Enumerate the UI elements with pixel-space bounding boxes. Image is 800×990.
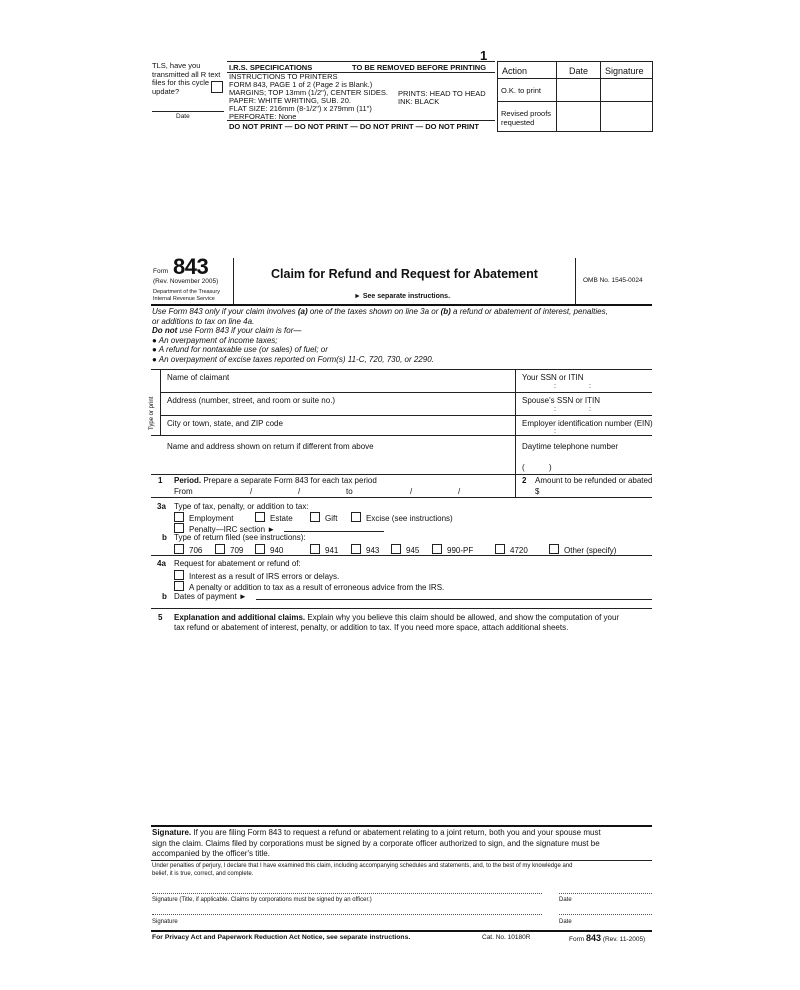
claimant-name-label: Name of claimant — [167, 373, 230, 382]
line1-from: From — [174, 487, 193, 496]
form-agency — [153, 289, 220, 302]
perjury-statement: Under penalties of perjury, I declare that I have examined this claim, including accompanying schedules and statements, and, to the best of my knowledge and belief, it is true, correct, and complete. — [152, 863, 573, 877]
checkbox-penalty-erroneous-advice[interactable]: A penalty or addition to tax as a result of erroneous advice from the IRS. — [174, 581, 444, 592]
header-divider-left — [233, 258, 234, 304]
specs-remove-note: TO BE REMOVED BEFORE PRINTING — [352, 63, 487, 72]
phone-paren-open: ( — [522, 463, 525, 472]
signature-instructions: Signature. If you are filing Form 843 to request a refund or abatement relating to a joint return, both you and your spouse must sign the claim. Claims filed by corporations must be signed by a corporate officer authorized to sign, and the signature must be accompanied by the officer's title. — [152, 828, 601, 858]
claimant-bottom-rule — [151, 474, 652, 475]
tls-question: TLS, have you transmitted all R text files for this cycle update? — [152, 61, 221, 96]
city-input[interactable] — [164, 427, 512, 435]
line4-bottom-rule — [151, 608, 652, 609]
intro-do-not: Do not use Form 843 if your claim is for— — [152, 326, 302, 336]
spec-line: FLAT SIZE: 216mm (8-1/2") x 279mm (11") — [229, 103, 372, 113]
spouse-ssn-label: Spouse's SSN or ITIN — [522, 396, 600, 405]
ok-to-print-row: O.K. to print — [501, 86, 542, 95]
address-label: Address (number, street, and room or suite no.) — [167, 396, 336, 405]
checkbox-990pf[interactable]: 990-PF — [432, 544, 473, 555]
ein-label: Employer identification number (EIN) — [522, 419, 653, 428]
action-header: Action — [502, 66, 528, 76]
department: Department of the Treasury — [153, 289, 220, 295]
intro-bullet: ● A refund for nontaxable use (or sales) of fuel; or — [152, 345, 328, 355]
page-number: 1 — [480, 48, 488, 63]
ssn-label: Your SSN or ITIN — [522, 373, 584, 382]
signature-1-input[interactable] — [152, 893, 542, 894]
claimant-top-rule — [151, 369, 652, 370]
signature-1-label: Signature (Title, if applicable. Claims by corporations must be signed by an officer.) — [152, 897, 372, 903]
checkbox-excise[interactable]: Excise (see instructions) — [351, 512, 453, 523]
form-word: Form — [153, 268, 169, 275]
ein-input[interactable] — [520, 427, 650, 435]
tls-date-line — [152, 111, 224, 112]
checkbox[interactable] — [174, 523, 184, 533]
action-table-rule — [497, 78, 652, 79]
checkbox-4720[interactable]: 4720 — [495, 544, 528, 555]
action-table-col — [600, 61, 601, 131]
claimant-rule — [160, 392, 652, 393]
signature-top-rule — [151, 825, 652, 827]
phone-paren-close: ) — [549, 463, 552, 472]
spouse-ssn-input[interactable] — [520, 405, 650, 415]
form-number: 843 — [173, 254, 209, 279]
signature-1-date-label: Date — [559, 897, 572, 903]
date-header: Date — [569, 66, 589, 76]
signature-header: Signature — [605, 66, 644, 76]
line4b-number: b — [162, 592, 167, 601]
claimant-rule — [160, 415, 652, 416]
spec-line: MARGINS; TOP 13mm (1/2"), CENTER SIDES. — [229, 87, 388, 97]
period-input[interactable] — [200, 486, 500, 496]
checkbox-940[interactable]: 940 — [255, 544, 283, 555]
cat-number: Cat. No. 10180R — [482, 934, 531, 941]
claimant-col-divider — [515, 369, 516, 474]
line3a-number: 3a — [157, 502, 166, 511]
line2-number: 2 — [522, 476, 527, 485]
checkbox[interactable] — [174, 581, 184, 591]
footer-rule — [151, 930, 652, 932]
form-title: Claim for Refund and Request for Abatement — [271, 267, 538, 281]
spec-line: PERFORATE: None — [229, 111, 297, 121]
line2-text: Amount to be refunded or abated — [535, 476, 653, 485]
checkbox[interactable] — [174, 512, 184, 522]
action-table-col — [556, 61, 557, 131]
phone-input[interactable] — [520, 461, 650, 472]
spec-line: FORM 843, PAGE 1 of 2 (Page 2 is Blank.) — [229, 79, 373, 89]
intro-line-1: Use Form 843 only if your claim involves (a) one of the taxes shown on line 3a or (b) a refund or abatement of interest, penalties, — [152, 307, 608, 316]
line4a-text: Request for abatement or refund of: — [174, 559, 301, 568]
claimant-rule — [151, 435, 652, 436]
amount-input[interactable] — [542, 486, 650, 496]
checkbox[interactable] — [174, 544, 184, 554]
signature-1-date-input[interactable] — [559, 893, 652, 894]
do-not-print: DO NOT PRINT — DO NOT PRINT — DO NOT PRINT — DO NOT PRINT — [229, 122, 479, 131]
date-slash: / — [250, 487, 253, 496]
line3a-text: Type of tax, penalty, or addition to tax: — [174, 502, 309, 511]
ssn-sep: : — [554, 383, 556, 390]
ein-sep: : — [554, 428, 556, 435]
omb-number: OMB No. 1545-0024 — [583, 277, 643, 284]
specs-lines — [229, 73, 388, 120]
checkbox[interactable] — [391, 544, 401, 554]
city-label: City or town, state, and ZIP code — [167, 419, 283, 428]
checkbox-interest-irs-errors[interactable]: Interest as a result of IRS errors or delays. — [174, 570, 339, 581]
checkbox[interactable] — [351, 544, 361, 554]
checkbox[interactable] — [495, 544, 505, 554]
spec-line: INSTRUCTIONS TO PRINTERS — [229, 72, 338, 81]
ssn-sep: : — [589, 406, 591, 413]
phone-label: Daytime telephone number — [522, 442, 619, 451]
see-instructions: ► See separate instructions. — [354, 293, 451, 300]
checkbox-945[interactable]: 945 — [391, 544, 419, 555]
checkbox[interactable] — [255, 544, 265, 554]
side-label-divider — [160, 369, 161, 435]
signature-2-date-input[interactable] — [559, 914, 652, 915]
line1-to: to — [346, 487, 353, 496]
header-bottom-rule — [151, 304, 652, 306]
checkbox-706[interactable]: 706 — [174, 544, 202, 555]
privacy-notice: For Privacy Act and Paperwork Reduction Act Notice, see separate instructions. — [152, 934, 411, 941]
line5-text: Explanation and additional claims. Explain why you believe this claim should be allowed, and show the computation of your tax refund or abatement of interest, penalty, or addition to tax. If you need more space, attach additional sheets. — [174, 613, 620, 632]
irc-section-input[interactable] — [284, 531, 384, 532]
checkbox-penalty-irc[interactable]: Penalty—IRC section ► — [174, 523, 275, 534]
line3b-text: Type of return filed (see instructions): — [174, 533, 306, 542]
checkbox[interactable] — [215, 544, 225, 554]
specs-title: I.R.S. SPECIFICATIONS — [229, 63, 313, 72]
intro-bullet: ● An overpayment of income taxes; — [152, 335, 278, 345]
checkbox[interactable] — [310, 544, 320, 554]
footer-form-id: Form 843 (Rev. 11-2005) — [569, 933, 646, 943]
intro-section — [152, 307, 657, 365]
alt-name-input[interactable] — [164, 452, 512, 472]
checkbox-other[interactable]: Other (specify) — [549, 544, 616, 555]
line4b-text: Dates of payment ► — [174, 592, 247, 601]
tls-date-label: Date — [176, 113, 190, 120]
date-slash: / — [298, 487, 301, 496]
explanation-textarea[interactable] — [174, 636, 652, 821]
line4a-number: 4a — [157, 559, 166, 568]
line5-number: 5 — [158, 613, 163, 622]
checkbox[interactable] — [310, 512, 320, 522]
line2-divider — [515, 474, 516, 497]
specs-ink: INK: BLACK — [398, 97, 440, 106]
action-table-rule — [497, 101, 652, 102]
tls-checkbox[interactable] — [211, 81, 223, 93]
form-revision: (Rev. November 2005) — [153, 278, 219, 285]
line1-text: Period. Prepare a separate Form 843 for each tax period — [174, 476, 377, 485]
type-or-print-label: Type or print — [149, 396, 155, 430]
checkbox[interactable] — [174, 570, 184, 580]
checkbox-709[interactable]: 709 — [215, 544, 243, 555]
perjury-rule — [151, 860, 652, 861]
checkbox-gift[interactable]: Gift — [310, 512, 337, 523]
signature-2-input[interactable] — [152, 914, 542, 915]
agency: Internal Revenue Service — [153, 295, 215, 302]
header-divider-right — [575, 258, 576, 304]
date-slash: / — [410, 487, 413, 496]
spec-line: PAPER: WHITE WRITING, SUB. 20. — [229, 95, 351, 105]
checkbox[interactable] — [351, 512, 361, 522]
specs-bottom-line — [227, 120, 495, 121]
checkbox[interactable] — [255, 512, 265, 522]
intro-bullet: ● An overpayment of excise taxes reported on Form(s) 11-C, 720, 730, or 2290. — [152, 354, 434, 364]
checkbox-941[interactable]: 941 — [310, 544, 338, 555]
checkbox[interactable] — [432, 544, 442, 554]
alt-name-label: Name and address shown on return if different from above — [167, 442, 374, 451]
checkbox[interactable] — [549, 544, 559, 554]
address-input[interactable] — [164, 405, 512, 415]
signature-2-date-label: Date — [559, 919, 572, 925]
revised-proofs-row: Revised proofs requested — [501, 109, 552, 127]
intro-line-2: or additions to tax on line 4a. — [152, 316, 255, 326]
checkbox-employment[interactable]: Employment — [174, 512, 233, 523]
specs-top-line — [227, 61, 495, 62]
line1-bottom-rule — [151, 497, 652, 498]
ssn-sep: : — [589, 383, 591, 390]
line3b-number: b — [162, 533, 167, 542]
specs-prints: PRINTS: HEAD TO HEAD — [398, 89, 486, 98]
line2-dollar: $ — [535, 487, 540, 496]
ssn-sep: : — [554, 406, 556, 413]
signature-2-label: Signature — [152, 919, 178, 925]
dates-of-payment-input[interactable] — [256, 599, 652, 600]
line3-bottom-rule — [151, 555, 652, 556]
checkbox-943[interactable]: 943 — [351, 544, 379, 555]
line1-number: 1 — [158, 476, 163, 485]
checkbox-estate[interactable]: Estate — [255, 512, 293, 523]
date-slash: / — [458, 487, 461, 496]
